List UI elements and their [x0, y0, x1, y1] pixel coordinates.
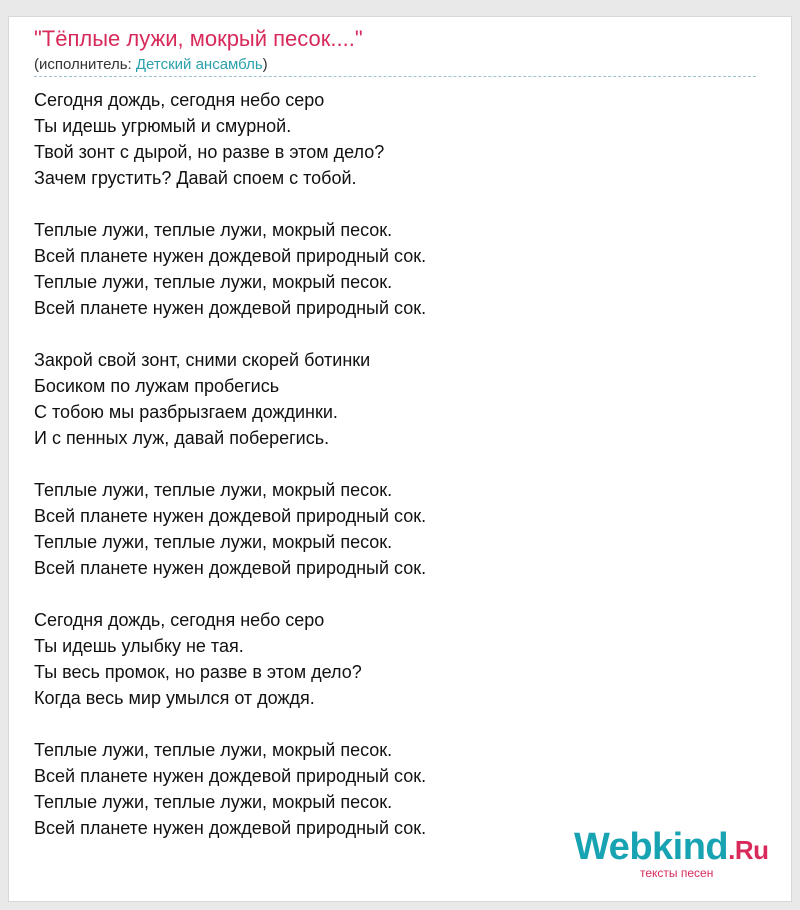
logo-tagline: тексты песен — [640, 866, 714, 880]
lyric-line: Теплые лужи, теплые лужи, мокрый песок. — [34, 272, 393, 292]
artist-suffix: ) — [262, 56, 268, 73]
lyric-line: Когда весь мир умылся от дождя. — [34, 688, 315, 708]
logo-tld: .Ru — [728, 835, 769, 865]
lyrics-body — [34, 87, 734, 841]
lyric-line: Теплые лужи, теплые лужи, мокрый песок. — [34, 792, 393, 812]
stanza-gap — [34, 711, 734, 737]
lyric-line: Всей планете нужен дождевой природный сок. — [34, 298, 427, 318]
lyric-line: Твой зонт с дырой, но разве в этом дело? — [34, 142, 385, 162]
lyric-line: Всей планете нужен дождевой природный сок. — [34, 766, 427, 786]
lyric-line: Ты идешь улыбку не тая. — [34, 636, 244, 656]
lyric-line: Сегодня дождь, сегодня небо серо — [34, 90, 325, 110]
lyric-line: Всей планете нужен дождевой природный сок. — [34, 558, 427, 578]
lyric-line: Ты весь промок, но разве в этом дело? — [34, 662, 362, 682]
song-title: "Тёплые лужи, мокрый песок...." — [34, 26, 363, 51]
lyric-line: Теплые лужи, теплые лужи, мокрый песок. — [34, 220, 393, 240]
title-divider — [34, 76, 756, 77]
stanza-gap — [34, 581, 734, 607]
logo-main-text: Webkind — [574, 826, 729, 868]
lyric-line: Зачем грустить? Давай споем с тобой. — [34, 168, 357, 188]
artist-line — [34, 56, 268, 73]
lyric-line: Ты идешь угрюмый и смурной. — [34, 116, 292, 136]
lyric-line: Всей планете нужен дождевой природный сок. — [34, 506, 427, 526]
artist-prefix: (исполнитель: — [34, 56, 136, 73]
site-logo[interactable] — [574, 826, 774, 886]
stanza-gap — [34, 451, 734, 477]
artist-link[interactable]: Детский ансамбль — [135, 56, 263, 73]
lyric-line: Закрой свой зонт, сними скорей ботинки — [34, 350, 371, 370]
logo-wordmark — [574, 826, 769, 869]
lyric-line: Всей планете нужен дождевой природный сок. — [34, 818, 427, 838]
lyric-line: И с пенных луж, давай поберегись. — [34, 428, 330, 448]
lyric-line: С тобою мы разбрызгаем дождинки. — [34, 402, 338, 422]
lyric-line: Теплые лужи, теплые лужи, мокрый песок. — [34, 480, 393, 500]
lyric-line: Теплые лужи, теплые лужи, мокрый песок. — [34, 532, 393, 552]
lyric-line: Всей планете нужен дождевой природный сок. — [34, 246, 427, 266]
stanza-gap — [34, 191, 734, 217]
lyric-line: Босиком по лужам пробегись — [34, 376, 280, 396]
stanza-gap — [34, 321, 734, 347]
lyric-line: Сегодня дождь, сегодня небо серо — [34, 610, 325, 630]
lyric-line: Теплые лужи, теплые лужи, мокрый песок. — [34, 740, 393, 760]
